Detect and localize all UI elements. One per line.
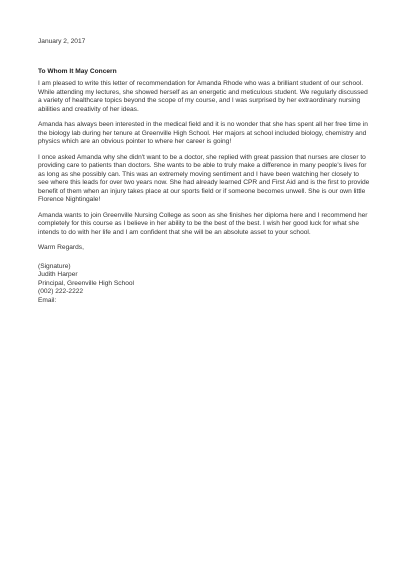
paragraph-1: I am pleased to write this letter of recommendation for Amanda Rhode who was a brilliant student of our school. While attending my lectures, she showed herself as an energetic and meticulous student. We regularly discussed a variety of healthcare topics beyond the scope of my course, and I was surprised by her extraordinary nursing abilities and creativity of her ideas. — [38, 80, 368, 113]
paragraph-3: I once asked Amanda why she didn't want to be a doctor, she replied with great passion that nurses are closer to providing care to patients than doctors. She wants to be able to truly make a difference in many people's lives for as long as she possibly can. This was an extremely moving sentiment and I have been watching her closely to see where this leads for over two years now. She had already learned CPR and First Aid and is the first to provide benefit of them when an injury takes place at our sports field or if someone becomes unwell. She is our own little Florence Nightingale! — [38, 153, 370, 203]
signature-placeholder: (Signature) — [38, 262, 71, 270]
letter-salutation: To Whom It May Concern — [38, 67, 117, 75]
signer-phone: (002) 222-2222 — [38, 288, 84, 295]
letter-date: January 2, 2017 — [38, 38, 86, 45]
signer-title: Principal, Greenville High School — [38, 279, 135, 287]
signature-block — [38, 263, 371, 306]
paragraph-2: Amanda has always been interested in the medical field and it is no wonder that she has spent all her free time in the biology lab during her tenure at Greenville High School. Her majors at school included biology, chemistry and physics which are an obvious pointer to where her career is going! — [38, 121, 368, 145]
signer-email: Email: — [38, 296, 57, 304]
letter-closing: Warm Regards, — [38, 244, 84, 251]
letter-body — [38, 38, 371, 305]
signer-name: Judith Harper — [38, 271, 78, 278]
paragraph-4: Amanda wants to join Greenville Nursing College as soon as she finishes her diploma here and I recommend her completely for this course as I believe in her ability to be the best of the best. I wish her good luck for what she intends to do with her life and I am confident that she will be an absolute asset to your school. — [38, 211, 368, 236]
